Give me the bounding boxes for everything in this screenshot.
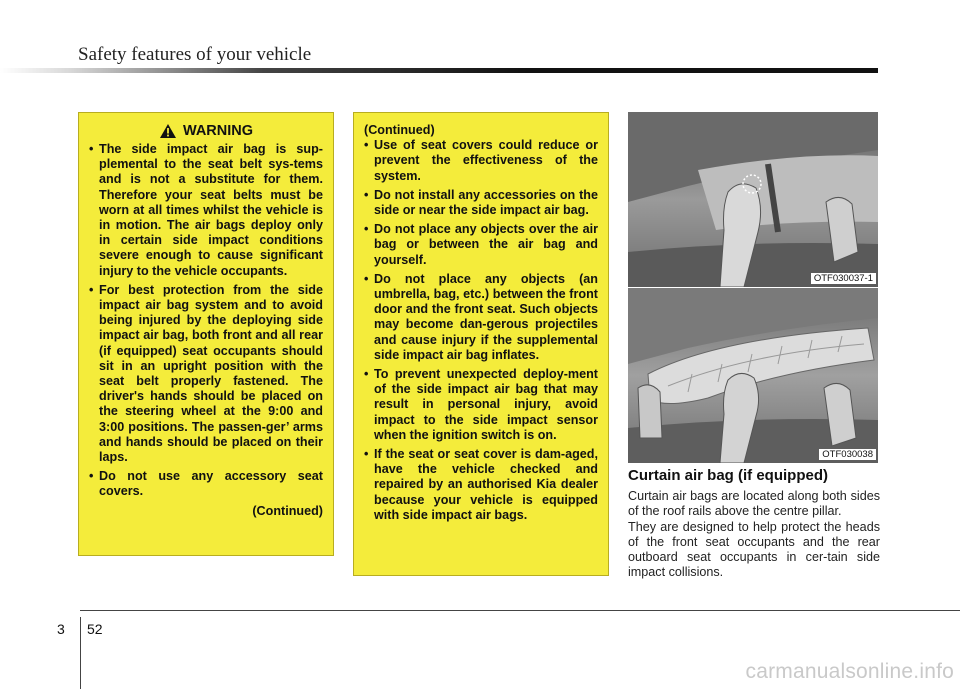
warning-item: • Do not place any objects (an umbrella, bag, etc.) between the front door and the front seat. Such objects may become dan-gerous projectiles and cause injury if the supplemental side impact air bag inflates.	[364, 272, 598, 363]
figure-code: OTF030038	[819, 449, 876, 460]
body-paragraph: They are designed to help protect the heads of the front seat occupants and the rear outboard seat occupants in cer-tain side impact collisions.	[628, 519, 880, 580]
footer-divider	[80, 617, 81, 689]
figure-code: OTF030037-1	[811, 273, 876, 284]
curtain-airbag-deployed-illustration	[628, 288, 878, 463]
header-rule	[0, 68, 878, 73]
warning-item: • Do not place any objects over the air bag or between the air bag and yourself.	[364, 222, 598, 268]
curtain-airbag-stowed-figure	[628, 112, 878, 287]
section-body	[628, 489, 880, 581]
warning-box	[78, 112, 334, 556]
warning-heading-text: WARNING	[182, 123, 254, 139]
warning-item: • Do not install any accessories on the side or near the side impact air bag.	[364, 188, 598, 218]
warning-triangle-icon	[159, 123, 177, 139]
warning-box-continued	[353, 112, 609, 576]
body-paragraph: Curtain air bags are located along both sides of the roof rails above the centre pillar.	[628, 489, 880, 519]
warning-item: • To prevent unexpected deploy-ment of the side impact air bag that may result in personal injury, avoid impact to the side impact sensor when the ignition switch is on.	[364, 367, 598, 443]
curtain-airbag-deployed-figure	[628, 288, 878, 463]
warning-item: • The side impact air bag is sup-plemental to the seat belt sys-tems and is not a substitute for them. Therefore your seat belts must be worn at all times whilst the vehicle is in motion. The air bags deploy only in certain side impact conditions severe enough to cause significant injury to the vehicle occupants.	[89, 142, 323, 279]
warning-item: • Do not use any accessory seat covers.	[89, 469, 323, 499]
page-number: 52	[87, 621, 103, 637]
continued-label: (Continued)	[252, 503, 323, 518]
warning-list	[89, 142, 323, 500]
chapter-number: 3	[57, 621, 65, 637]
warning-heading	[89, 123, 323, 139]
footer-rule	[80, 610, 960, 611]
section-title: Curtain air bag (if equipped)	[628, 467, 829, 484]
curtain-airbag-stowed-illustration	[628, 112, 878, 287]
warning-item: • If the seat or seat cover is dam-aged, have the vehicle checked and repaired by an authorised Kia dealer because your vehicle is equipped with side impact air bags.	[364, 447, 598, 523]
continued-heading: (Continued)	[364, 123, 435, 137]
warning-list	[364, 138, 598, 523]
watermark: carmanualsonline.info	[745, 660, 954, 683]
warning-item: • Use of seat covers could reduce or prevent the effectiveness of the system.	[364, 138, 598, 184]
page-header-title: Safety features of your vehicle	[78, 44, 312, 65]
warning-item: • For best protection from the side impact air bag system and to avoid being injured by the deploying side impact air bag, both front and all rear (if equipped) seat occupants should sit in an upright position with the seat belt properly fastened. The driver's hands should be placed on the steering wheel at the 9:00 and 3:00 positions. The passen-ger’ arms and hands should be placed on their laps.	[89, 283, 323, 465]
